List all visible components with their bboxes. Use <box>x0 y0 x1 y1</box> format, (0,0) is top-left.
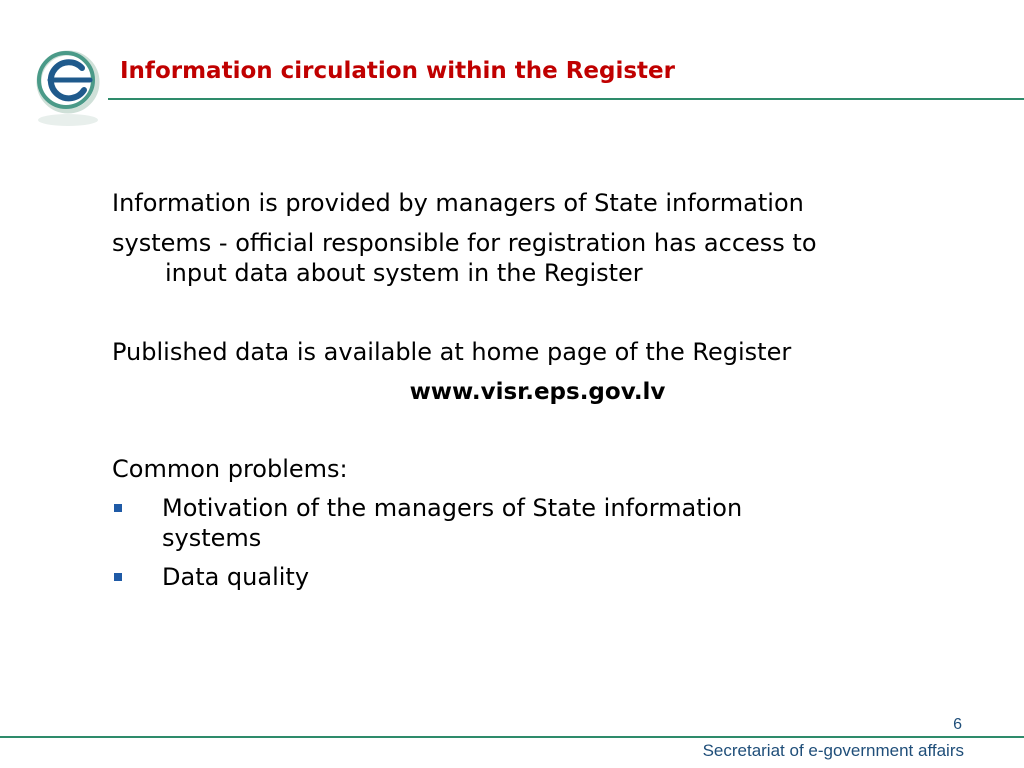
register-url: www.visr.eps.gov.lv <box>409 379 666 405</box>
bullet-item-1-line-1: Motivation of the managers of State information <box>162 494 743 522</box>
footer-divider <box>0 736 1024 738</box>
footer-organization: Secretariat of e-government affairs <box>702 741 964 760</box>
bullet-square-icon <box>114 504 122 512</box>
page-number: 6 <box>953 716 962 733</box>
paragraph-1-line-2: systems - official responsible for registration has access to <box>112 229 817 257</box>
paragraph-2: Published data is available at home page of the Register <box>112 338 792 366</box>
bullet-item-2: Data quality <box>162 563 310 591</box>
paragraph-1-line-3: input data about system in the Register <box>165 259 643 287</box>
slide-title: Information circulation within the Register <box>120 58 675 84</box>
title-divider <box>108 98 1024 100</box>
secretariat-logo-icon <box>30 46 110 130</box>
problems-heading: Common problems: <box>112 455 348 483</box>
bullet-square-icon <box>114 573 122 581</box>
bullet-item-1-line-2: systems <box>162 524 262 552</box>
paragraph-1-line-1: Information is provided by managers of State information <box>112 189 804 217</box>
